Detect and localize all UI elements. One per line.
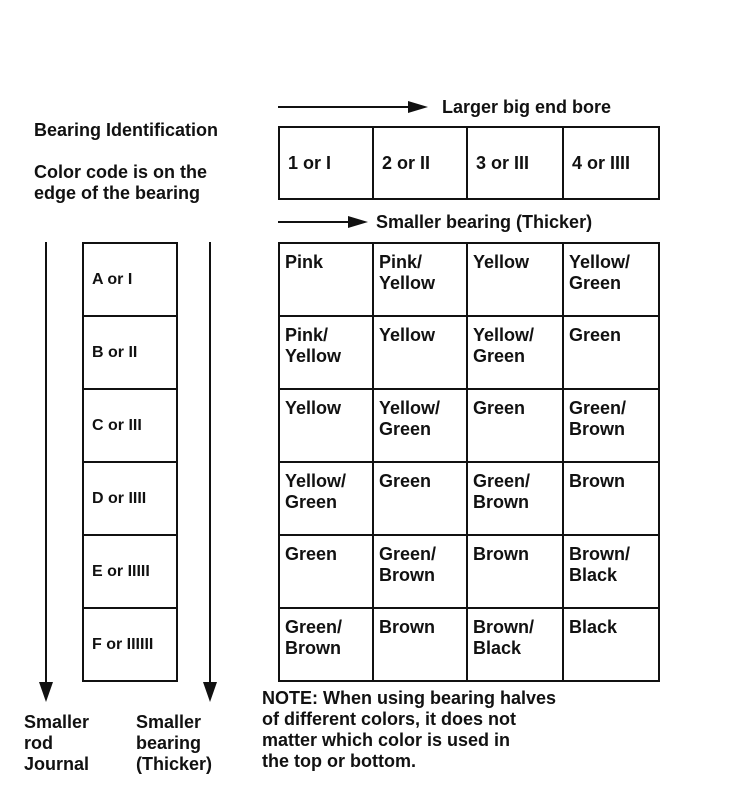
title: Bearing Identification <box>34 120 219 140</box>
grid-cell: Brown/ Black <box>466 607 564 682</box>
grid-cell: Green <box>278 534 374 609</box>
smaller-bearing-label: Smaller bearing (Thicker) <box>376 212 593 232</box>
grid-cell: Brown/ Black <box>562 534 660 609</box>
column-header-2: 2 or II <box>372 126 468 200</box>
column-header-1: 1 or I <box>278 126 374 200</box>
grid-cell: Green/ Brown <box>372 534 468 609</box>
subtitle: Color code is on the edge of the bearing <box>34 162 208 203</box>
smaller-bearing-thicker-label: Smaller bearing (Thicker) <box>136 712 213 774</box>
grid-cell: Pink <box>278 242 374 317</box>
column-header-3: 3 or III <box>466 126 564 200</box>
smaller-bearing-down-arrow-icon <box>202 242 218 702</box>
grid-cell: Yellow <box>278 388 374 463</box>
grid-cell: Yellow/ Green <box>466 315 564 390</box>
grid-cell: Brown <box>372 607 468 682</box>
grid-cell: Yellow <box>372 315 468 390</box>
grid-cell: Yellow <box>466 242 564 317</box>
column-header-4: 4 or IIII <box>562 126 660 200</box>
row-header-f: F or IIIIII <box>82 607 178 682</box>
grid-cell: Pink/ Yellow <box>372 242 468 317</box>
smaller-rod-journal-label: Smaller rod Journal <box>24 712 90 774</box>
grid-cell: Green <box>372 461 468 536</box>
grid-cell: Yellow/ Green <box>562 242 660 317</box>
grid-cell: Brown <box>466 534 564 609</box>
grid-cell: Green <box>466 388 564 463</box>
grid-cell: Green/ Brown <box>466 461 564 536</box>
row-header-b: B or II <box>82 315 178 390</box>
larger-bore-label: Larger big end bore <box>442 97 612 117</box>
row-header-d: D or IIII <box>82 461 178 536</box>
row-header-c: C or III <box>82 388 178 463</box>
grid-cell: Yellow/ Green <box>372 388 468 463</box>
larger-bore-arrow-icon <box>278 100 428 114</box>
grid-cell: Green/ Brown <box>278 607 374 682</box>
note-text: NOTE: When using bearing halves of different colors, it does not matter which color is used in the top or bottom. <box>262 688 557 771</box>
smaller-rod-arrow-icon <box>38 242 54 702</box>
grid-cell: Pink/ Yellow <box>278 315 374 390</box>
grid-cell: Yellow/ Green <box>278 461 374 536</box>
smaller-bearing-arrow-icon <box>278 215 368 229</box>
grid-cell: Green <box>562 315 660 390</box>
grid-cell: Brown <box>562 461 660 536</box>
row-header-a: A or I <box>82 242 178 317</box>
row-header-e: E or IIIII <box>82 534 178 609</box>
grid-cell: Black <box>562 607 660 682</box>
grid-cell: Green/ Brown <box>562 388 660 463</box>
